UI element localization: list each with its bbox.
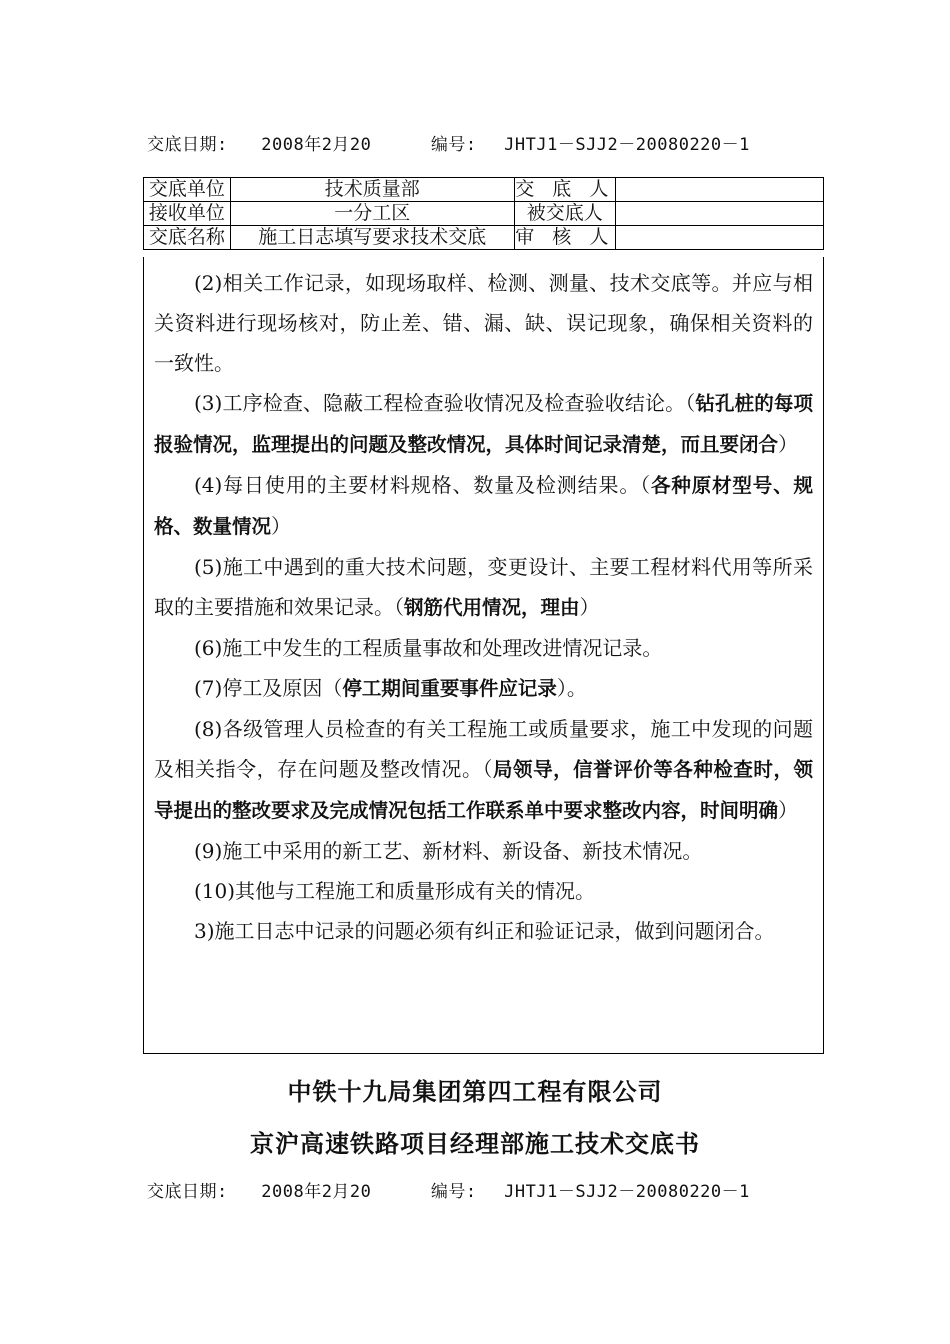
date-value: 2008年2月20 [261, 135, 372, 155]
number-value: JHTJ1－SJJ2－20080220－1 [504, 135, 750, 155]
role-value [615, 226, 823, 250]
item-2: (2)相关工作记录，如现场取样、检测、测量、技术交底等。并应与相关资料进行现场核对，防止差、错、漏、缺、误记现象，确保相关资料的一致性。 [154, 271, 813, 375]
number-label: 编号: [430, 135, 477, 155]
date-label: 交底日期: [147, 135, 228, 155]
item-4-end: ） [271, 514, 292, 538]
table-row [144, 226, 824, 250]
item-3-closing: 3)施工日志中记录的问题必须有纠正和验证记录，做到问题闭合。 [194, 919, 775, 943]
item-8-text: (8)各级管理人员检查的有关工程施工或质量要求，施工中发现的问题及相关指令，存在问题及整改情况。（ [154, 717, 813, 781]
item-5 [154, 547, 813, 628]
date-value: 2008年2月20 [261, 1182, 372, 1202]
item-8-end: ） [778, 798, 799, 822]
item-5-end: ） [579, 595, 600, 619]
table-row [144, 178, 824, 202]
item-3-emphasis: 钻孔桩的每项报验情况，监理提出的问题及整改情况，具体时间记录清楚，而且要闭合 [154, 392, 813, 456]
company-title: 中铁十九局集团第四工程有限公司 [287, 1078, 663, 1106]
item-5-emphasis: 钢筋代用情况，理由 [404, 596, 580, 619]
date-label: 交底日期: [147, 1182, 228, 1202]
item-7 [154, 668, 813, 709]
item-4-text: (4)每日使用的主要材料规格、数量及检测结果。（ [194, 473, 652, 497]
number-value: JHTJ1－SJJ2－20080220－1 [504, 1182, 750, 1202]
role-label: 交 底 人 [515, 178, 615, 200]
content-box [143, 257, 824, 1054]
item-4 [154, 465, 813, 547]
item-4-emphasis: 各种原材型号、规格、数量情况 [154, 474, 813, 538]
row-label: 接收单位 [144, 202, 231, 226]
row-value: 一分工区 [230, 202, 514, 226]
header-table [143, 177, 824, 250]
item-3 [154, 383, 813, 465]
role-value [615, 202, 823, 226]
item-8 [154, 709, 813, 831]
row-label: 交底单位 [144, 178, 231, 202]
item-3-text: (3)工序检查、隐蔽工程检查验收情况及检查验收结论。（ [194, 391, 696, 415]
number-label: 编号: [430, 1182, 477, 1202]
item-7-text: (7)停工及原因（ [194, 676, 343, 700]
item-5-text: (5)施工中遇到的重大技术问题，变更设计、主要工程材料代用等所采取的主要措施和效果记录。（ [154, 555, 813, 619]
item-7-emphasis: 停工期间重要事件应记录 [342, 677, 557, 700]
row-value: 施工日志填写要求技术交底 [230, 226, 514, 250]
item-3-end: ） [778, 432, 799, 456]
item-9: (9)施工中采用的新工艺、新材料、新设备、新技术情况。 [194, 839, 703, 863]
item-6: (6)施工中发生的工程质量事故和处理改进情况记录。 [194, 636, 663, 660]
role-value [615, 178, 823, 202]
item-8-emphasis: 局领导，信誉评价等各种检查时，领导提出的整改要求及完成情况包括工作联系单中要求整改内容，时间明确 [154, 758, 813, 822]
meta-line-bottom [147, 1177, 750, 1202]
table-row [144, 202, 824, 226]
item-10: (10)其他与工程施工和质量形成有关的情况。 [194, 879, 596, 903]
role-label: 被交底人 [514, 202, 615, 226]
document-title: 京沪高速铁路项目经理部施工技术交底书 [250, 1130, 700, 1158]
item-7-end: ）。 [556, 676, 587, 700]
role-label: 审 核 人 [515, 226, 615, 248]
meta-line-top [147, 130, 750, 155]
row-value: 技术质量部 [230, 178, 514, 202]
row-label: 交底名称 [144, 226, 231, 250]
